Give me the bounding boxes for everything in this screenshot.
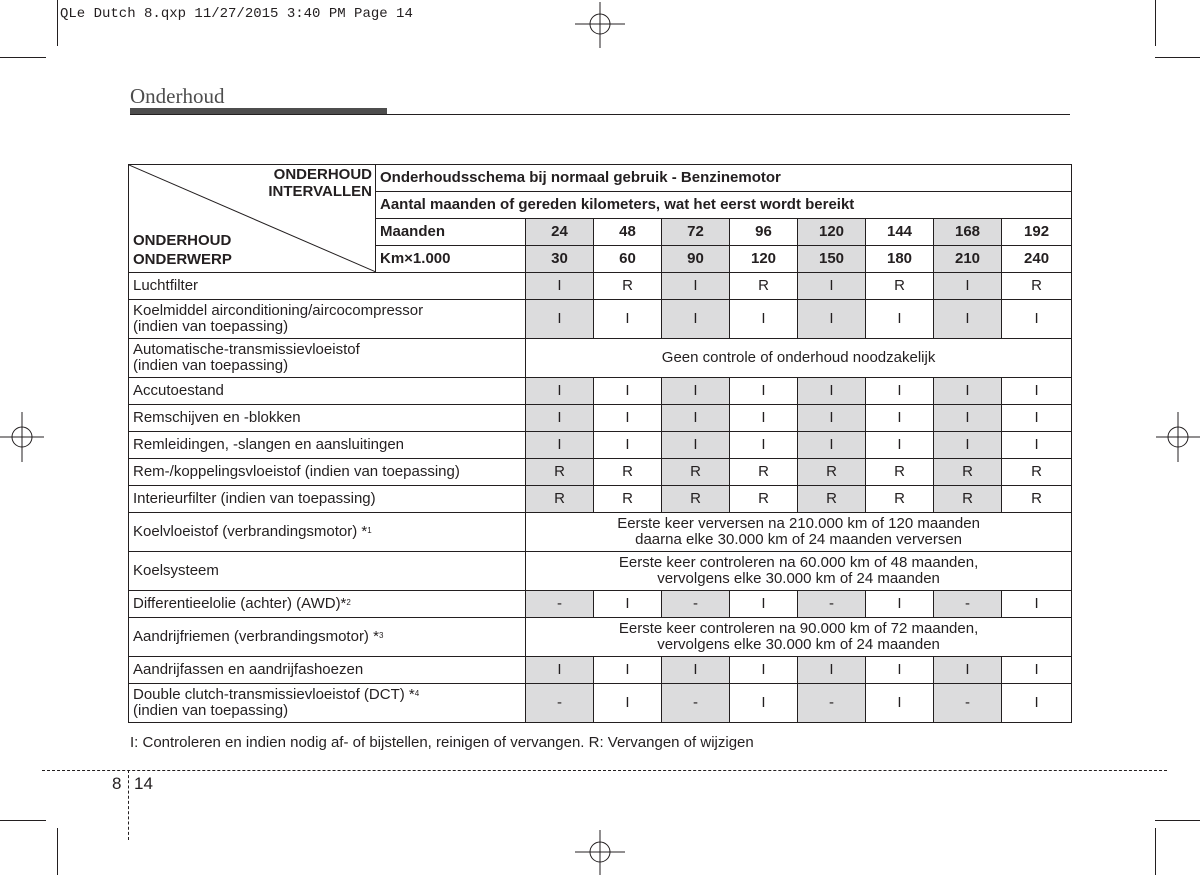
months-value: 144: [866, 219, 934, 246]
schedule-cell: R: [730, 459, 798, 486]
months-label: Maanden: [376, 219, 526, 246]
schedule-cell: I: [730, 684, 798, 723]
crop-mark: [57, 0, 58, 46]
schedule-cell: I: [1002, 657, 1072, 684]
maintenance-item: [129, 459, 526, 486]
months-value: 120: [798, 219, 866, 246]
corner-cell: [129, 165, 376, 273]
schedule-cell: -: [526, 684, 594, 723]
item-label: Differentieelolie (achter) (AWD)*$^2$: [133, 595, 351, 612]
schedule-cell: I: [798, 300, 866, 339]
schedule-cell: R: [934, 486, 1002, 513]
maintenance-schedule-table: [128, 164, 1072, 723]
schedule-cell: R: [798, 459, 866, 486]
months-value: 192: [1002, 219, 1072, 246]
schedule-cell: I: [526, 273, 594, 300]
schedule-cell: I: [594, 405, 662, 432]
footnote-marker: 1: [367, 526, 372, 535]
schedule-cell: I: [1002, 378, 1072, 405]
maintenance-item: [129, 591, 526, 618]
schedule-cell: I: [934, 273, 1002, 300]
schedule-cell: I: [1002, 432, 1072, 459]
schedule-cell: I: [1002, 405, 1072, 432]
schedule-cell: I: [730, 300, 798, 339]
schedule-cell: R: [866, 459, 934, 486]
chapter-number: 8: [112, 774, 122, 793]
page-number: 14: [134, 774, 153, 793]
schedule-cell: R: [662, 486, 730, 513]
schedule-cell: -: [798, 684, 866, 723]
schedule-cell: I: [594, 657, 662, 684]
schedule-cell: -: [934, 591, 1002, 618]
table-row: [129, 339, 1072, 378]
crop-mark: [0, 820, 46, 821]
schedule-cell: I: [730, 405, 798, 432]
section-title: Onderhoud: [130, 84, 225, 108]
schedule-cell: I: [594, 591, 662, 618]
item-label: Remleidingen, -slangen en aansluitingen: [133, 436, 405, 453]
corner-bottom-label: ONDERHOUD ONDERWERP: [133, 232, 232, 268]
table-row: [129, 405, 1072, 432]
schedule-cell: R: [526, 486, 594, 513]
schedule-note: Eerste keer controleren na 60.000 km of 48 maanden, vervolgens elke 30.000 km of 24 maanden: [526, 552, 1072, 591]
maintenance-item: [129, 339, 526, 378]
schedule-cell: I: [866, 300, 934, 339]
registration-mark-icon: [0, 412, 44, 462]
maintenance-item: [129, 618, 526, 657]
schedule-cell: I: [730, 432, 798, 459]
schedule-cell: I: [934, 405, 1002, 432]
crop-mark: [1155, 820, 1200, 821]
schedule-cell: -: [798, 591, 866, 618]
crop-mark: [1155, 828, 1156, 875]
table-header-row: [129, 165, 1072, 192]
table-title: Onderhoudsschema bij normaal gebruik - Benzinemotor: [376, 165, 1072, 192]
crop-mark: [0, 57, 46, 58]
footnote-marker: 2: [346, 598, 351, 607]
item-label: Rem-/koppelingsvloeistof (indien van toepassing): [133, 463, 460, 480]
item-label: Remschijven en -blokken: [133, 409, 301, 426]
schedule-cell: R: [1002, 273, 1072, 300]
table-row: [129, 657, 1072, 684]
schedule-cell: I: [730, 378, 798, 405]
table-row: [129, 618, 1072, 657]
schedule-cell: R: [798, 486, 866, 513]
schedule-cell: I: [866, 405, 934, 432]
schedule-cell: I: [594, 378, 662, 405]
months-value: 24: [526, 219, 594, 246]
schedule-cell: R: [866, 486, 934, 513]
schedule-cell: I: [798, 378, 866, 405]
maintenance-item: [129, 657, 526, 684]
schedule-cell: -: [526, 591, 594, 618]
months-value: 48: [594, 219, 662, 246]
footer-divider: [128, 770, 129, 840]
schedule-note: Eerste keer verversen na 210.000 km of 120 maanden daarna elke 30.000 km of 24 maanden verversen: [526, 513, 1072, 552]
table-row: [129, 432, 1072, 459]
schedule-cell: I: [866, 657, 934, 684]
schedule-cell: I: [662, 300, 730, 339]
schedule-cell: I: [526, 432, 594, 459]
schedule-cell: I: [662, 432, 730, 459]
schedule-cell: I: [934, 300, 1002, 339]
item-label: Automatische-transmissievloeistof: [133, 341, 360, 358]
item-label: Luchtfilter: [133, 277, 199, 294]
maintenance-item: [129, 486, 526, 513]
item-label: Aandrijfassen en aandrijfashoezen: [133, 661, 364, 678]
item-label: Koelvloeistof (verbrandingsmotor) *$^1$: [133, 523, 372, 540]
schedule-cell: I: [866, 378, 934, 405]
schedule-cell: I: [866, 684, 934, 723]
schedule-cell: I: [866, 432, 934, 459]
table-row: [129, 300, 1072, 339]
months-value: 72: [662, 219, 730, 246]
item-label: Accutoestand: [133, 382, 224, 399]
schedule-cell: I: [934, 657, 1002, 684]
schedule-note: Eerste keer controleren na 90.000 km of 72 maanden, vervolgens elke 30.000 km of 24 maanden: [526, 618, 1072, 657]
footer-rule: [42, 770, 1167, 771]
footnote-marker: 3: [378, 631, 384, 640]
schedule-cell: -: [662, 591, 730, 618]
maintenance-item: [129, 513, 526, 552]
schedule-cell: R: [866, 273, 934, 300]
km-value: 120: [730, 246, 798, 273]
schedule-cell: I: [594, 684, 662, 723]
item-label: Koelmiddel airconditioning/aircocompressor: [133, 302, 424, 319]
item-label-line2: (indien van toepassing): [133, 702, 289, 719]
schedule-cell: I: [798, 657, 866, 684]
item-label-line2: (indien van toepassing): [133, 357, 289, 374]
maintenance-item: [129, 405, 526, 432]
item-label: Koelsysteem: [133, 562, 219, 579]
table-row: [129, 591, 1072, 618]
schedule-cell: R: [662, 459, 730, 486]
maintenance-item: [129, 300, 526, 339]
table-row: [129, 684, 1072, 723]
km-value: 30: [526, 246, 594, 273]
table-row: [129, 459, 1072, 486]
schedule-cell: -: [662, 684, 730, 723]
item-label: Interieurfilter (indien van toepassing): [133, 490, 376, 507]
schedule-cell: I: [1002, 300, 1072, 339]
schedule-cell: I: [594, 300, 662, 339]
schedule-cell: I: [798, 273, 866, 300]
table-row: [129, 378, 1072, 405]
item-label: Double clutch-transmissievloeistof (DCT) *$^4$: [133, 686, 420, 703]
km-value: 210: [934, 246, 1002, 273]
maintenance-item: [129, 378, 526, 405]
km-value: 150: [798, 246, 866, 273]
table-row: [129, 513, 1072, 552]
schedule-cell: R: [730, 486, 798, 513]
schedule-cell: -: [934, 684, 1002, 723]
schedule-cell: R: [594, 459, 662, 486]
crop-mark: [1155, 0, 1156, 46]
km-value: 180: [866, 246, 934, 273]
schedule-cell: I: [526, 657, 594, 684]
schedule-cell: R: [526, 459, 594, 486]
schedule-cell: R: [730, 273, 798, 300]
schedule-cell: I: [662, 273, 730, 300]
schedule-cell: R: [934, 459, 1002, 486]
table-row: [129, 273, 1072, 300]
schedule-cell: I: [730, 591, 798, 618]
maintenance-item: [129, 273, 526, 300]
schedule-cell: I: [662, 405, 730, 432]
maintenance-item: [129, 684, 526, 723]
schedule-cell: I: [662, 378, 730, 405]
schedule-cell: R: [1002, 486, 1072, 513]
table-row: [129, 486, 1072, 513]
schedule-cell: I: [934, 378, 1002, 405]
schedule-cell: I: [934, 432, 1002, 459]
schedule-cell: I: [730, 657, 798, 684]
schedule-cell: R: [1002, 459, 1072, 486]
schedule-cell: I: [798, 405, 866, 432]
schedule-cell: I: [662, 657, 730, 684]
schedule-cell: I: [866, 591, 934, 618]
km-value: 60: [594, 246, 662, 273]
footnote-marker: 4: [414, 689, 420, 698]
crop-mark: [57, 828, 58, 875]
schedule-cell: I: [1002, 684, 1072, 723]
header-rule-thin: [130, 114, 1070, 115]
registration-mark-icon: [575, 2, 625, 48]
item-label: Aandrijfriemen (verbrandingsmotor) *$^3$: [133, 628, 384, 645]
schedule-cell: I: [526, 300, 594, 339]
crop-mark: [1155, 57, 1200, 58]
schedule-note: Geen controle of onderhoud noodzakelijk: [526, 339, 1072, 378]
schedule-cell: I: [526, 405, 594, 432]
legend-text: I: Controleren en indien nodig af- of bijstellen, reinigen of vervangen. R: Vervangen of wijzigen: [130, 734, 754, 751]
registration-mark-icon: [575, 830, 625, 875]
corner-top-label: ONDERHOUD INTERVALLEN: [268, 166, 372, 200]
km-value: 90: [662, 246, 730, 273]
maintenance-item: [129, 432, 526, 459]
schedule-cell: I: [798, 432, 866, 459]
item-label-line2: (indien van toepassing): [133, 318, 289, 335]
km-label: Km×1.000: [376, 246, 526, 273]
maintenance-item: [129, 552, 526, 591]
months-value: 168: [934, 219, 1002, 246]
months-value: 96: [730, 219, 798, 246]
km-value: 240: [1002, 246, 1072, 273]
schedule-cell: I: [526, 378, 594, 405]
schedule-cell: R: [594, 486, 662, 513]
printer-slug: QLe Dutch 8.qxp 11/27/2015 3:40 PM Page 14: [60, 6, 413, 22]
registration-mark-icon: [1156, 412, 1200, 462]
table-subtitle: Aantal maanden of gereden kilometers, wat het eerst wordt bereikt: [376, 192, 1072, 219]
schedule-cell: I: [594, 432, 662, 459]
table-row: [129, 552, 1072, 591]
schedule-body: [129, 273, 1072, 723]
schedule-cell: R: [594, 273, 662, 300]
schedule-cell: I: [1002, 591, 1072, 618]
